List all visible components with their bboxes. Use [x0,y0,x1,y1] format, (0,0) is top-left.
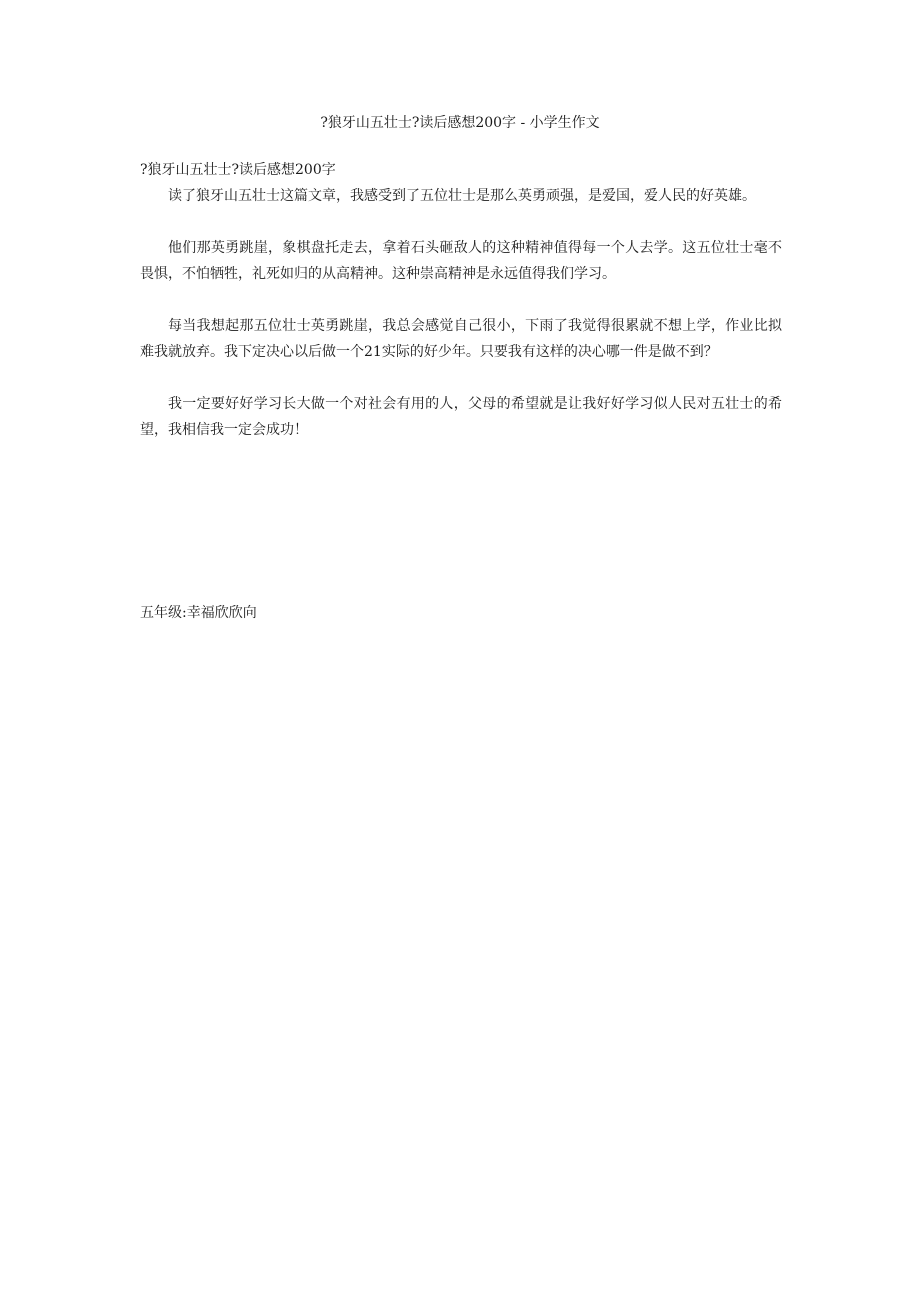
paragraph-3: 每当我想起那五位壮士英勇跳崖，我总会感觉自己很小，下雨了我觉得很累就不想上学，作业比拟难我就放弃。我下定决心以后做一个21实际的好少年。只要我有这样的决心哪一件是做不到？ [140,318,782,360]
document-body [140,157,782,469]
document-title: ?狼牙山五壮士?读后感想200字 - 小学生作文 [320,115,600,131]
paragraph-1: 读了狼牙山五壮士这篇文章，我感受到了五位壮士是那么英勇顽强，是爱国，爱人民的好英雄。 [168,188,756,204]
paragraph-2: 他们那英勇跳崖，象棋盘托走去，拿着石头砸敌人的这种精神值得每一个人去学。这五位壮士毫不畏惧，不怕牺牲，礼死如归的从高精神。这种崇高精神是永远值得我们学习。 [140,240,782,282]
paragraph-4: 我一定要好好学习长大做一个对社会有用的人，父母的希望就是让我好好学习似人民对五壮士的希望，我相信我一定会成功！ [140,396,782,438]
author-line: 五年级:幸福欣欣向 [140,605,257,621]
article-subtitle: ?狼牙山五壮士?读后感想200字 [140,162,336,178]
